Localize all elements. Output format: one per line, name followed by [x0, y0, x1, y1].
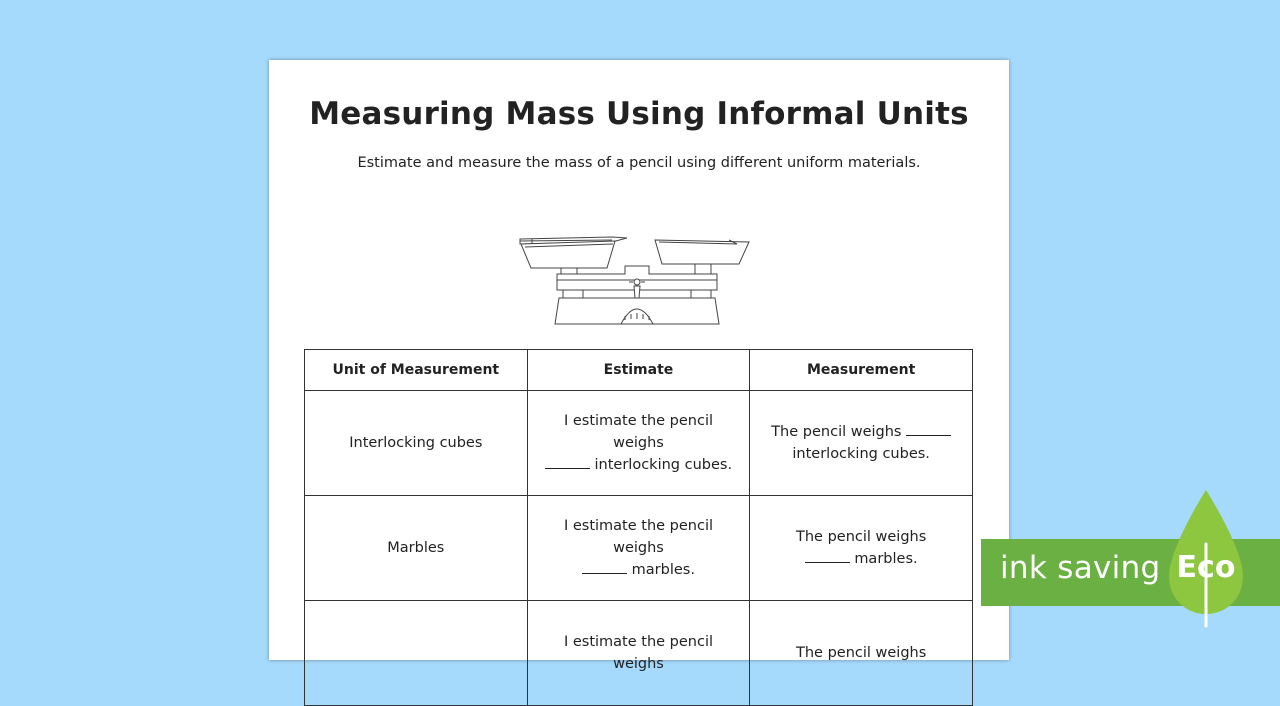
- table-header-row: [305, 350, 973, 391]
- balance-scale-illustration: [517, 232, 757, 326]
- measurement-suffix: marbles.: [854, 551, 918, 567]
- table-row: [305, 496, 973, 601]
- estimate-suffix: marbles.: [631, 562, 695, 578]
- worksheet-page: [269, 60, 1009, 672]
- measurement-table: [304, 349, 973, 706]
- unit-cell: Interlocking cubes: [305, 391, 528, 496]
- estimate-cell: [527, 391, 750, 496]
- table-row: [305, 391, 973, 496]
- table-row: [305, 601, 973, 706]
- scale-base: [555, 298, 719, 324]
- unit-cell: [305, 601, 528, 706]
- measurement-suffix: interlocking cubes.: [792, 446, 930, 462]
- badge-label: ink saving: [1000, 550, 1161, 586]
- measurement-cell: [750, 391, 973, 496]
- measurement-blank[interactable]: [906, 423, 951, 436]
- estimate-prefix: I estimate the pencil weighs: [563, 518, 714, 556]
- estimate-blank[interactable]: [582, 561, 627, 574]
- header-unit: Unit of Measurement: [305, 350, 528, 391]
- estimate-cell: [527, 601, 750, 706]
- estimate-prefix: I estimate the pencil weighs: [563, 634, 714, 672]
- measurement-cell: [750, 496, 973, 601]
- measurement-prefix: The pencil weighs: [796, 529, 927, 545]
- measurement-blank[interactable]: [805, 550, 850, 563]
- badge-eco-label: Eco: [1176, 550, 1236, 585]
- page-title: Measuring Mass Using Informal Units: [309, 96, 969, 132]
- header-measurement: Measurement: [750, 350, 973, 391]
- measurement-prefix: The pencil weighs: [796, 645, 927, 661]
- ink-saving-eco-badge: [981, 488, 1280, 640]
- estimate-suffix: interlocking cubes.: [594, 457, 733, 473]
- estimate-blank[interactable]: [545, 456, 590, 469]
- estimate-prefix: I estimate the pencil weighs: [563, 413, 714, 451]
- measurement-cell: [750, 601, 973, 706]
- page-subtitle: Estimate and measure the mass of a pencil using different uniform materials.: [357, 155, 921, 171]
- unit-cell: Marbles: [305, 496, 528, 601]
- measurement-prefix: The pencil weighs: [771, 424, 902, 440]
- header-estimate: Estimate: [527, 350, 750, 391]
- estimate-cell: [527, 496, 750, 601]
